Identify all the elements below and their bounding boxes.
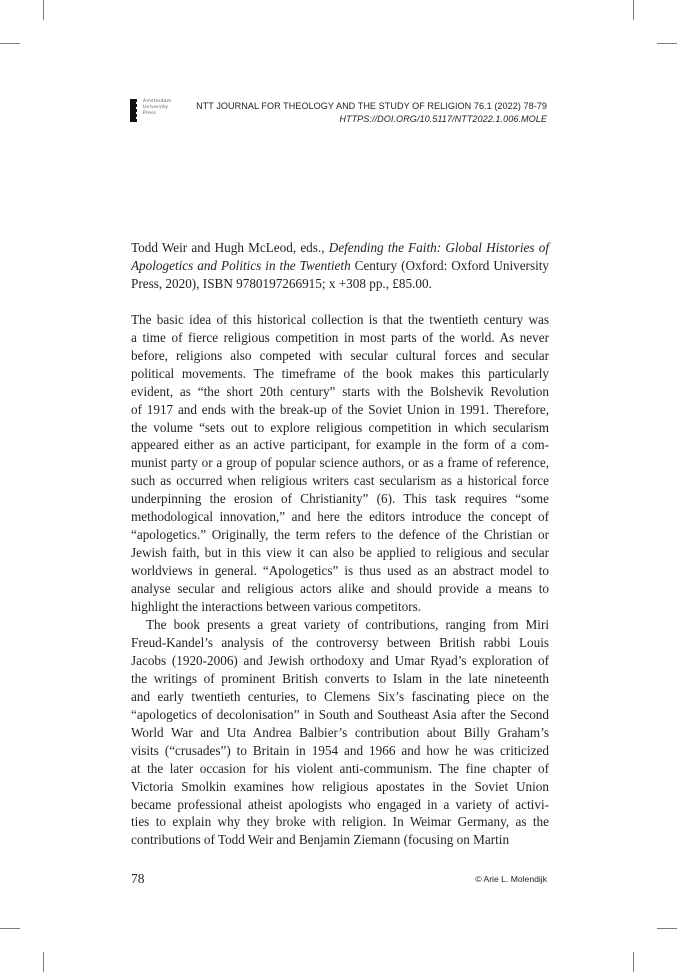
text-line: “apologetics.” Originally, the term refers to the defence of the Christian or bbox=[131, 527, 549, 543]
crop-mark-bottom-left-horizontal bbox=[0, 928, 20, 929]
text-line: the volume “sets out to explore religious competition in which secularism bbox=[131, 419, 549, 435]
biblio-line: Apologetics and Politics in the Twentieth Century (Oxford: Oxford University bbox=[131, 257, 549, 273]
crop-mark-top-left-vertical bbox=[43, 0, 44, 20]
text-line: The basic idea of this historical collection is that the twentieth century was bbox=[131, 311, 549, 327]
text-line: such as occurred when religious writers cast secularism as a historical force bbox=[131, 473, 549, 489]
text-line: and early twentieth centuries, to Clemens Six’s fascinating piece on the bbox=[131, 688, 549, 704]
crop-mark-bottom-left-vertical bbox=[43, 952, 44, 972]
book-title: Defending the Faith: Global Histories of bbox=[328, 240, 549, 255]
page-number: 78 bbox=[131, 871, 145, 886]
text-line: ties to explain why they broke with religion. In Weimar Germany, as the bbox=[131, 814, 549, 830]
review-body bbox=[131, 239, 549, 849]
text-line: a time of fierce religious competition in most parts of the world. As never bbox=[131, 329, 549, 345]
crop-mark-top-left-horizontal bbox=[0, 43, 20, 44]
crop-mark-top-right-horizontal bbox=[657, 43, 677, 44]
text-line: World War and Uta Andrea Balbier’s contribution about Billy Graham’s bbox=[131, 724, 549, 740]
crop-mark-bottom-right-horizontal bbox=[657, 928, 677, 929]
text-line: The book presents a great variety of contributions, ranging from Miri bbox=[146, 617, 549, 632]
text-line: Jewish faith, but in this view it can also be applied to religious and secular bbox=[131, 545, 549, 561]
publisher-name: Amsterdam University Press bbox=[143, 99, 172, 117]
text-line: contributions of Todd Weir and Benjamin Ziemann (focusing on Martin bbox=[131, 832, 510, 848]
bibliographic-reference bbox=[131, 239, 549, 293]
biblio-line: Press, 2020), ISBN 9780197266915; x +308 pp., £85.00. bbox=[131, 275, 432, 291]
publisher-logo-icon bbox=[130, 99, 137, 122]
publisher-logo bbox=[130, 99, 171, 122]
text-line: the writings of prominent British converts to Islam in the late nineteenth bbox=[131, 670, 549, 686]
doi-link[interactable]: HTTPS://DOI.ORG/10.5117/NTT2022.1.006.MOLE bbox=[339, 113, 547, 124]
text-line: evident, as “the short 20th century” starts with the Bolshevik Revolution bbox=[131, 383, 549, 399]
copyright-notice: © Arie L. Molendijk bbox=[475, 874, 547, 884]
running-head bbox=[196, 100, 547, 125]
text-line: underpinning the erosion of Christianity” (6). This task requires “some bbox=[131, 491, 549, 507]
text-line: of 1917 and ends with the break-up of the Soviet Union in 1991. Therefore, bbox=[131, 401, 549, 417]
text-line: visits (“crusades”) to Britain in 1954 and 1966 and how he was criticized bbox=[131, 742, 549, 758]
text-line: methodological innovation,” and here the editors introduce the concept of bbox=[131, 509, 549, 525]
text-line: before, religions also competed with secular cultural forces and secular bbox=[131, 347, 549, 363]
text-line: became professional atheist apologists who engaged in a variety of activi- bbox=[131, 796, 549, 812]
journal-citation: NTT JOURNAL FOR THEOLOGY AND THE STUDY OF RELIGION 76.1 (2022) 78-79 bbox=[196, 101, 547, 111]
text-line: munist party or a group of popular science authors, or as a frame of reference, bbox=[131, 455, 549, 471]
book-title: Apologetics and Politics in the Twentieth bbox=[131, 257, 351, 273]
text-line: highlight the interactions between various competitors. bbox=[131, 599, 422, 615]
text-line: “apologetics of decolonisation” in South and Southeast Asia after the Second bbox=[131, 706, 549, 722]
text-line: worldviews in general. “Apologetics” is thus used as an abstract model to bbox=[131, 563, 549, 579]
biblio-line: Todd Weir and Hugh McLeod, eds., Defending the Faith: Global Histories of bbox=[131, 240, 549, 255]
paragraph-2 bbox=[131, 616, 549, 849]
crop-mark-top-right-vertical bbox=[633, 0, 634, 20]
text-line: at the later occasion for his violent anti-communism. The fine chapter of bbox=[131, 760, 549, 776]
text-line: Freud-Kandel’s analysis of the controversy between British rabbi Louis bbox=[131, 634, 549, 650]
paragraph-1 bbox=[131, 311, 549, 616]
text-line: appeared either as an active participant, for example in the form of a com- bbox=[131, 437, 549, 453]
text-line: Victoria Smolkin examines how religious apostates in the Soviet Union bbox=[131, 778, 549, 794]
text-line: Jacobs (1920-2006) and Jewish orthodoxy and Umar Ryad’s exploration of bbox=[131, 652, 549, 668]
crop-mark-bottom-right-vertical bbox=[633, 952, 634, 972]
text-line: analyse secular and religious actors alike and should provide a means to bbox=[131, 581, 549, 597]
text-line: political movements. The timeframe of the book makes this particularly bbox=[131, 365, 549, 381]
